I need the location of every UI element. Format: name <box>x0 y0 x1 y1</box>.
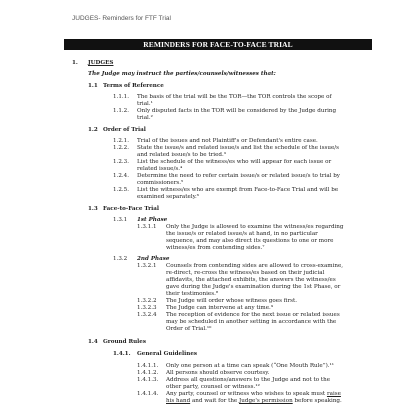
item-text: affidavits, the attached exhibits, the answers the witness/es <box>166 277 336 283</box>
subsection-heading: Terms of Reference <box>103 83 164 89</box>
item-number: 1.3.2.4 <box>137 312 157 318</box>
running-header: JUDGES- Reminders for FTF Trial <box>72 15 171 22</box>
item-text: Address all questions/answers to the Judge and not to the <box>166 377 331 383</box>
item-text: Trial of the issues and not Plaintiff's or Defendant's entire case. <box>137 138 318 144</box>
item-text: The Judge can intervene at any time.⁹ <box>166 305 274 311</box>
item-text: The basis of the trial will be the TOR—the TOR controls the scope of <box>137 94 332 100</box>
item-text: commissioners.⁵ <box>137 180 184 186</box>
subsection-number: 1.1 <box>88 83 98 89</box>
item-text: Only the Judge is allowed to examine the witness/es regarding <box>166 224 344 230</box>
item-number: 1.3.2.1 <box>137 263 157 269</box>
section-number: 1. <box>72 60 78 66</box>
phase-label: 1st Phase <box>137 217 168 223</box>
item-text: re-direct, re-cross the witness/es based on their judicial <box>166 270 325 276</box>
item-text: their testimonies.⁸ <box>166 291 219 297</box>
item-number: 1.3.2 <box>113 256 128 262</box>
item-text: The Judge will order whose witness goes first. <box>166 298 298 304</box>
item-number: 1.4.1.4. <box>137 391 159 397</box>
item-text: and related issue/s to be tried.³ <box>137 152 226 158</box>
item-text: trial.² <box>137 115 153 121</box>
item-text: other party, counsel or witness.¹² <box>166 384 260 390</box>
item-number: 1.4.1.2. <box>137 370 159 376</box>
item-text: Counsels from contending sides are allowed to cross-examine, <box>166 263 344 269</box>
item-text: List the witness/es who are exempt from Face-to-Face Trial and will be <box>137 187 339 193</box>
subsection-number: 1.3 <box>88 206 98 212</box>
subsection-number: 1.2 <box>88 127 98 133</box>
item-text-underlined: raise <box>326 391 341 397</box>
item-number: 1.2.3. <box>113 159 130 165</box>
item-text-segment: Any party, counsel or witness who wishes to speak must <box>166 391 327 397</box>
item-text: related issue/s.⁴ <box>137 166 183 172</box>
item-number: 1.2.1. <box>113 138 130 144</box>
item-text-segment: before speaking. <box>292 398 342 404</box>
subsection-heading: General Guidelines <box>137 351 198 357</box>
item-text: witness/es from contending sides.⁷ <box>166 245 265 251</box>
item-text: All persons should observe courtesy. <box>166 370 270 376</box>
item-text-underlined: his hand <box>166 398 191 404</box>
item-text: List the schedule of the witness/es who will appear for each issue or <box>137 159 332 165</box>
item-text: sequence, and may also direct its questions to one or more <box>166 238 334 244</box>
section-intro: The Judge may instruct the parties/counsels/witnesses that: <box>88 71 276 77</box>
section-heading: JUDGES <box>88 60 114 66</box>
item-number: 1.1.1. <box>113 94 130 100</box>
subsection-number: 1.4 <box>88 339 98 345</box>
item-number: 1.1.2. <box>113 108 130 114</box>
item-text: may be scheduled in another setting in accordance with the <box>166 319 337 325</box>
item-text: Determine the need to refer certain issue/s or related issue/s to trial by <box>137 173 340 179</box>
subsection-heading: Ground Rules <box>103 339 146 345</box>
item-text: Only one person at a time can speak (“One Mouth Rule”).¹¹ <box>166 363 335 369</box>
item-number: 1.2.4. <box>113 173 130 179</box>
item-text-segment: and wait for the <box>190 398 240 404</box>
item-text: the issue/s or related issue/s at hand, in no particular <box>166 231 318 237</box>
item-number: 1.2.2. <box>113 145 130 151</box>
item-number: 1.3.2.2 <box>137 298 157 304</box>
item-text <box>166 398 342 405</box>
item-text: Order of Trial.¹⁰ <box>166 326 212 332</box>
item-number: 1.3.2.3 <box>137 305 157 311</box>
subsection-heading: Face-to-Face Trial <box>103 206 159 212</box>
item-text: Only disputed facts in the TOR will be considered by the Judge during <box>137 108 337 114</box>
item-number: 1.4.1.1. <box>137 363 159 369</box>
item-number: 1.4.1.3. <box>137 377 159 383</box>
item-text: State the issue/s and related issue/s and list the schedule of the issue/s <box>137 145 340 151</box>
item-text-underlined: Judge's permission <box>239 398 293 404</box>
item-text <box>166 391 341 398</box>
item-number: 1.3.1 <box>113 217 128 223</box>
item-text: examined separately.⁶ <box>137 194 200 200</box>
item-number: 1.3.1.1 <box>137 224 157 230</box>
subsection-number: 1.4.1. <box>113 351 131 357</box>
item-number: 1.2.5. <box>113 187 130 193</box>
phase-label: 2nd Phase <box>137 256 170 262</box>
item-text: gave during the Judge's examination during the 1st Phase, or <box>166 284 341 290</box>
item-text: The reception of evidence for the next issue or related issues <box>166 312 340 318</box>
item-text: trial.¹ <box>137 101 153 107</box>
subsection-heading: Order of Trial <box>103 127 146 133</box>
document-title: REMINDERS FOR FACE-TO-FACE TRIAL <box>64 39 372 50</box>
